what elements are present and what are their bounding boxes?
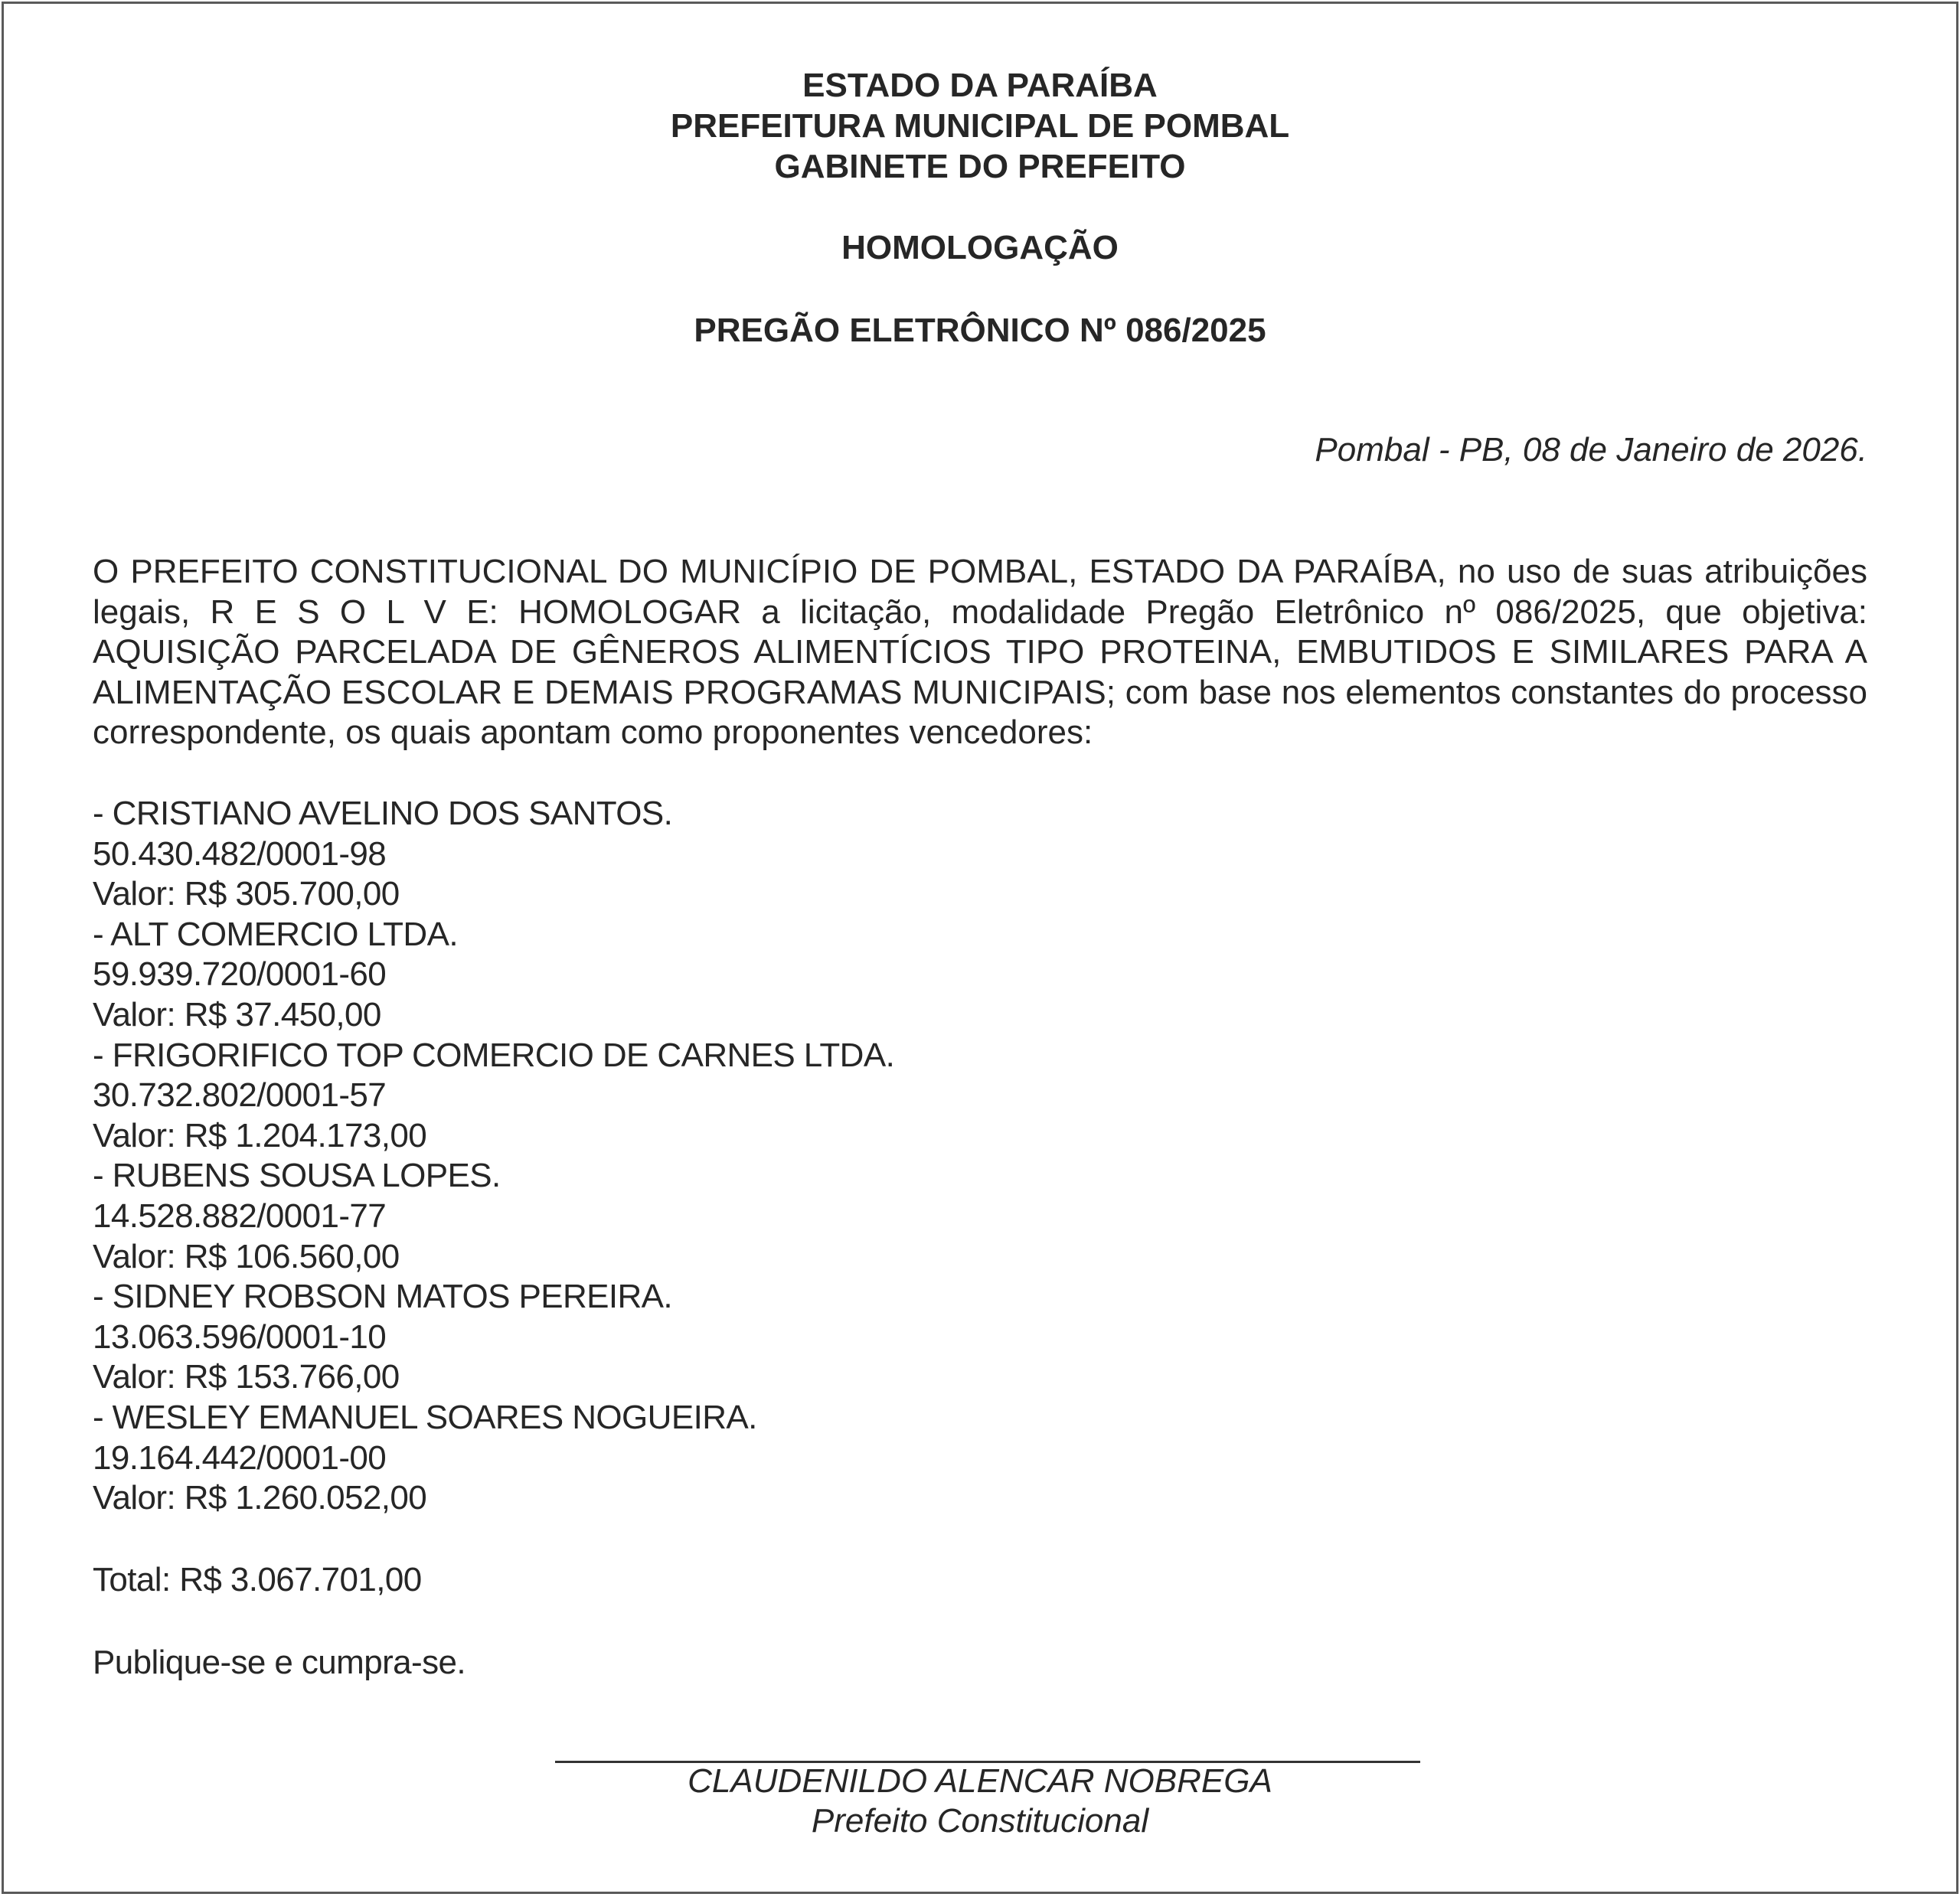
signature-block <box>4 1762 1956 1841</box>
closing-statement: Publique-se e cumpra-se. <box>93 1644 466 1681</box>
vendor-name: - CRISTIANO AVELINO DOS SANTOS. <box>93 795 673 832</box>
total-value: Total: R$ 3.067.701,00 <box>93 1561 422 1598</box>
document-subtitle: PREGÃO ELETRÔNICO Nº 086/2025 <box>694 312 1266 349</box>
vendor-name: - FRIGORIFICO TOP COMERCIO DE CARNES LTDA. <box>93 1036 895 1074</box>
document-title: HOMOLOGAÇÃO <box>841 229 1119 266</box>
vendor-list <box>93 794 894 1519</box>
vendor-value: Valor: R$ 305.700,00 <box>93 875 400 913</box>
vendor-entry <box>93 794 894 915</box>
vendor-cnpj: 59.939.720/0001-60 <box>93 955 387 994</box>
signatory-name: CLAUDENILDO ALENCAR NOBREGA <box>688 1762 1272 1800</box>
header-office: GABINETE DO PREFEITO <box>774 148 1186 185</box>
vendor-name: - RUBENS SOUSA LOPES. <box>93 1157 501 1195</box>
vendor-cnpj: 13.063.596/0001-10 <box>93 1317 387 1356</box>
header-state: ESTADO DA PARAÍBA <box>802 67 1158 104</box>
vendor-cnpj: 30.732.802/0001-57 <box>93 1076 387 1115</box>
vendor-value: Valor: R$ 153.766,00 <box>93 1358 400 1396</box>
vendor-value: Valor: R$ 37.450,00 <box>93 995 381 1033</box>
vendor-name: - ALT COMERCIO LTDA. <box>93 915 458 953</box>
header-municipality: PREFEITURA MUNICIPAL DE POMBAL <box>670 107 1290 145</box>
vendor-cnpj: 14.528.882/0001-77 <box>93 1197 387 1235</box>
body-paragraph: O PREFEITO CONSTITUCIONAL DO MUNICÍPIO DE POMBAL, ESTADO DA PARAÍBA, no uso de suas atribuições legais, R E S O L V E: HOMOLOGAR a licitação, modalidade Pregão Eletrônico nº 086/2025, que objetiva: AQUISIÇÃO PARCELADA DE GÊNEROS ALIMENTÍCIOS TIPO PROTEINA, EMBUTIDOS E SIMILARES PARA A ALIMENTAÇÃO ESCOLAR E DEMAIS PROGRAMAS MUNICIPAIS; com base nos elementos constantes do processo correspondente, os quais apontam como proponentes vencedores: <box>93 553 1867 752</box>
vendor-entry <box>93 1156 894 1277</box>
vendor-entry <box>93 915 894 1036</box>
vendor-name: - WESLEY EMANUEL SOARES NOGUEIRA. <box>93 1398 757 1436</box>
vendor-name: - SIDNEY ROBSON MATOS PEREIRA. <box>93 1278 673 1316</box>
vendor-entry <box>93 1277 894 1398</box>
document-date: Pombal - PB, 08 de Janeiro de 2026. <box>1315 431 1867 469</box>
document-header <box>4 65 1956 187</box>
vendor-entry <box>93 1036 894 1157</box>
document-page <box>2 2 1958 1894</box>
signatory-role: Prefeito Constitucional <box>811 1802 1149 1840</box>
vendor-value: Valor: R$ 1.260.052,00 <box>93 1479 427 1517</box>
vendor-cnpj: 50.430.482/0001-98 <box>93 834 387 873</box>
vendor-value: Valor: R$ 106.560,00 <box>93 1237 400 1275</box>
vendor-value: Valor: R$ 1.204.173,00 <box>93 1116 427 1154</box>
vendor-entry <box>93 1398 894 1519</box>
vendor-cnpj: 19.164.442/0001-00 <box>93 1438 387 1477</box>
